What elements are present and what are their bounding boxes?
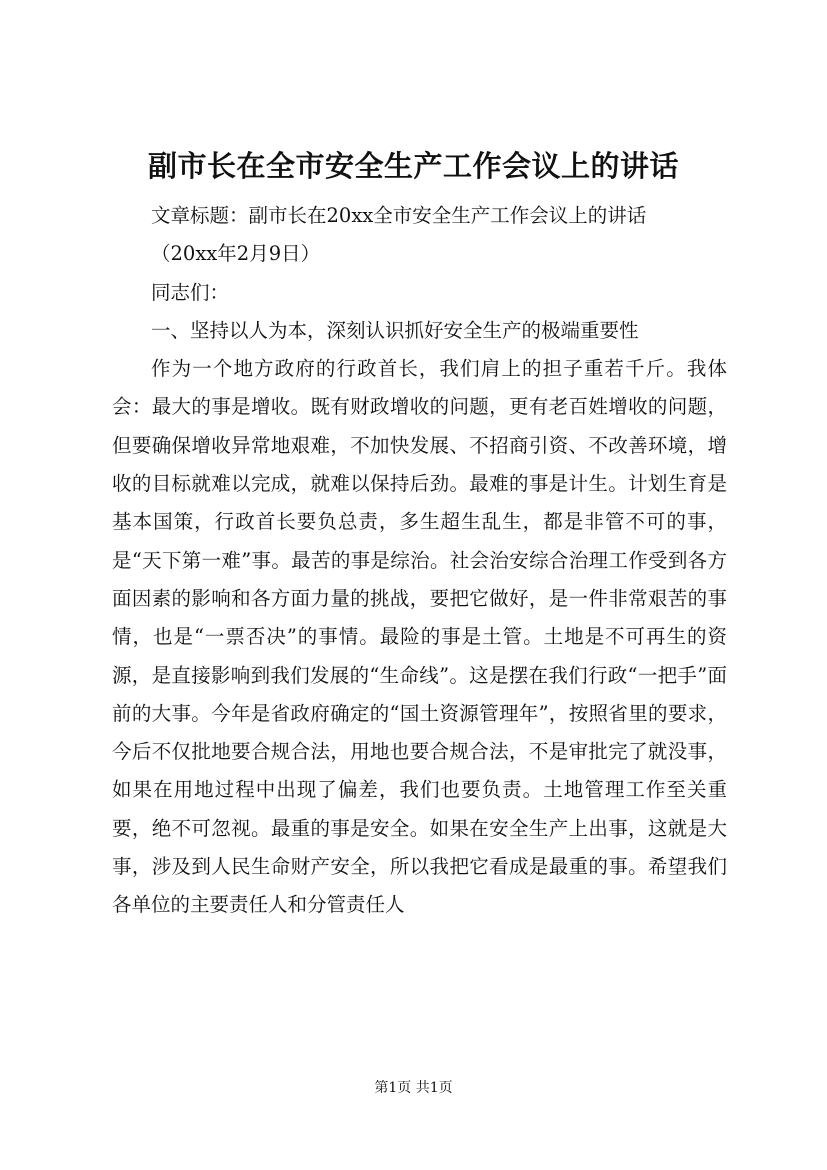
- date-line: （20xx年2月9日）: [151, 242, 321, 266]
- document-body: [112, 197, 727, 925]
- document-title: 副市长在全市安全生产工作会议上的讲话: [147, 149, 679, 183]
- section-heading: 一、坚持以人为本，深刻认识抓好安全生产的极端重要性: [151, 318, 639, 342]
- page-footer: 第1页 共1页: [374, 1080, 453, 1096]
- article-title-line: 文章标题：副市长在20xx全市安全生产工作会议上的讲话: [151, 204, 647, 227]
- salutation: 同志们：: [151, 280, 230, 304]
- body-paragraph: 作为一个地方政府的行政首长，我们肩上的担子重若千斤。我体会：最大的事是增收。既有财政增收的问题，更有老百姓增收的问题，但要确保增收异常地艰难，不加快发展、不招商引资、不改善环境，增收的目标就难以完成，就难以保持后劲。最难的事是计生。计划生育是基本国策，行政首长要负总责，多生超生乱生，都是非管不可的事，是“天下第一难”事。最苦的事是综治。社会治安综合治理工作受到各方面因素的影响和各方面力量的挑战，要把它做好，是一件非常艰苦的事情，也是“一票否决”的事情。最险的事是土管。土地是不可再生的资源，是直接影响到我们发展的“生命线”。这是摆在我们行政“一把手”面前的大事。今年是省政府确定的“国土资源管理年”，按照省里的要求，今后不仅批地要合规合法，用地也要合规合法，不是审批完了就没事，如果在用地过程中出现了偏差，我们也要负责。土地管理工作至关重要，绝不可忽视。最重的事是安全。如果在安全生产上出事，这就是大事，涉及到人民生命财产安全，所以我把它看成是最重的事。希望我们各单位的主要责任人和分管责任人: [112, 357, 727, 917]
